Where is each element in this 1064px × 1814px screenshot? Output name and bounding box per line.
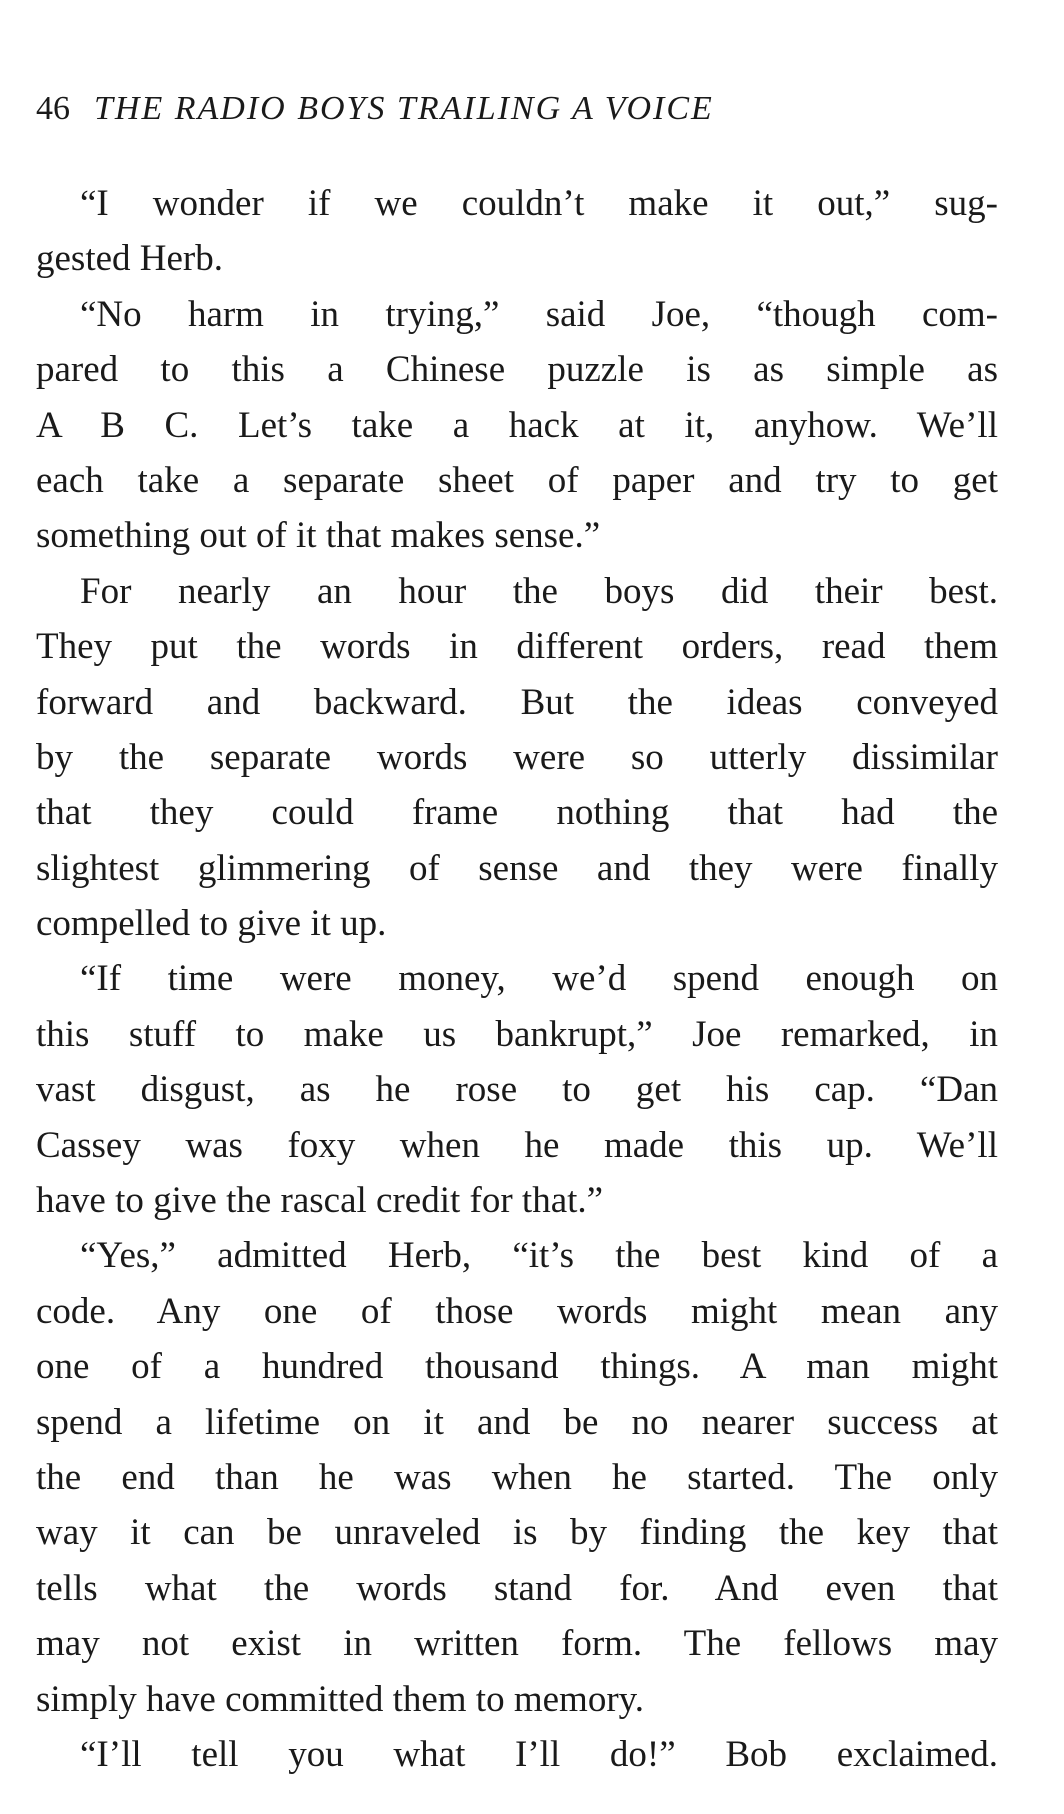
- text-line: pared to this a Chinese puzzle is as simple as: [36, 349, 998, 391]
- text-line: slightest glimmering of sense and they were finally: [36, 847, 998, 889]
- text-line: that they could frame nothing that had the: [36, 792, 998, 834]
- text-line: compelled to give it up.: [36, 903, 387, 945]
- text-line: the end than he was when he started. The only: [36, 1456, 998, 1498]
- text-line: gested Herb.: [36, 238, 223, 280]
- text-line: “I’ll tell you what I’ll do!” Bob exclaimed.: [80, 1733, 998, 1775]
- text-line: tells what the words stand for. And even that: [36, 1567, 998, 1609]
- text-line: by the separate words were so utterly dissimilar: [36, 736, 998, 778]
- text-line: For nearly an hour the boys did their best.: [80, 570, 998, 612]
- text-line: simply have committed them to memory.: [36, 1678, 644, 1720]
- text-line: Cassey was foxy when he made this up. We’ll: [36, 1124, 998, 1166]
- text-line: “I wonder if we couldn’t make it out,” sug-: [80, 183, 998, 224]
- text-line: code. Any one of those words might mean any: [36, 1290, 998, 1332]
- text-line: spend a lifetime on it and be no nearer success at: [36, 1401, 998, 1443]
- body-text: [36, 176, 998, 1782]
- text-line: something out of it that makes sense.”: [36, 515, 601, 557]
- text-line: one of a hundred thousand things. A man might: [36, 1346, 998, 1388]
- text-line: A B C. Let’s take a hack at it, anyhow. We’ll: [36, 404, 998, 446]
- text-line: each take a separate sheet of paper and try to get: [36, 459, 998, 501]
- running-title: THE RADIO BOYS TRAILING A VOICE: [94, 90, 714, 127]
- text-line: They put the words in different orders, read them: [36, 626, 998, 668]
- text-line: have to give the rascal credit for that.”: [36, 1180, 604, 1222]
- text-line: “No harm in trying,” said Joe, “though com-: [80, 293, 998, 335]
- text-line: vast disgust, as he rose to get his cap. “Dan: [36, 1069, 998, 1111]
- text-line: way it can be unraveled is by finding the key that: [36, 1512, 998, 1554]
- page-number: 46: [36, 90, 70, 127]
- text-line: “If time were money, we’d spend enough on: [80, 958, 998, 1000]
- text-line: forward and backward. But the ideas conveyed: [36, 681, 998, 723]
- text-line: this stuff to make us bankrupt,” Joe remarked, in: [36, 1013, 998, 1055]
- text-line: “Yes,” admitted Herb, “it’s the best kind of a: [80, 1235, 998, 1277]
- running-head: [36, 84, 996, 134]
- text-line: may not exist in written form. The fellows may: [36, 1623, 998, 1665]
